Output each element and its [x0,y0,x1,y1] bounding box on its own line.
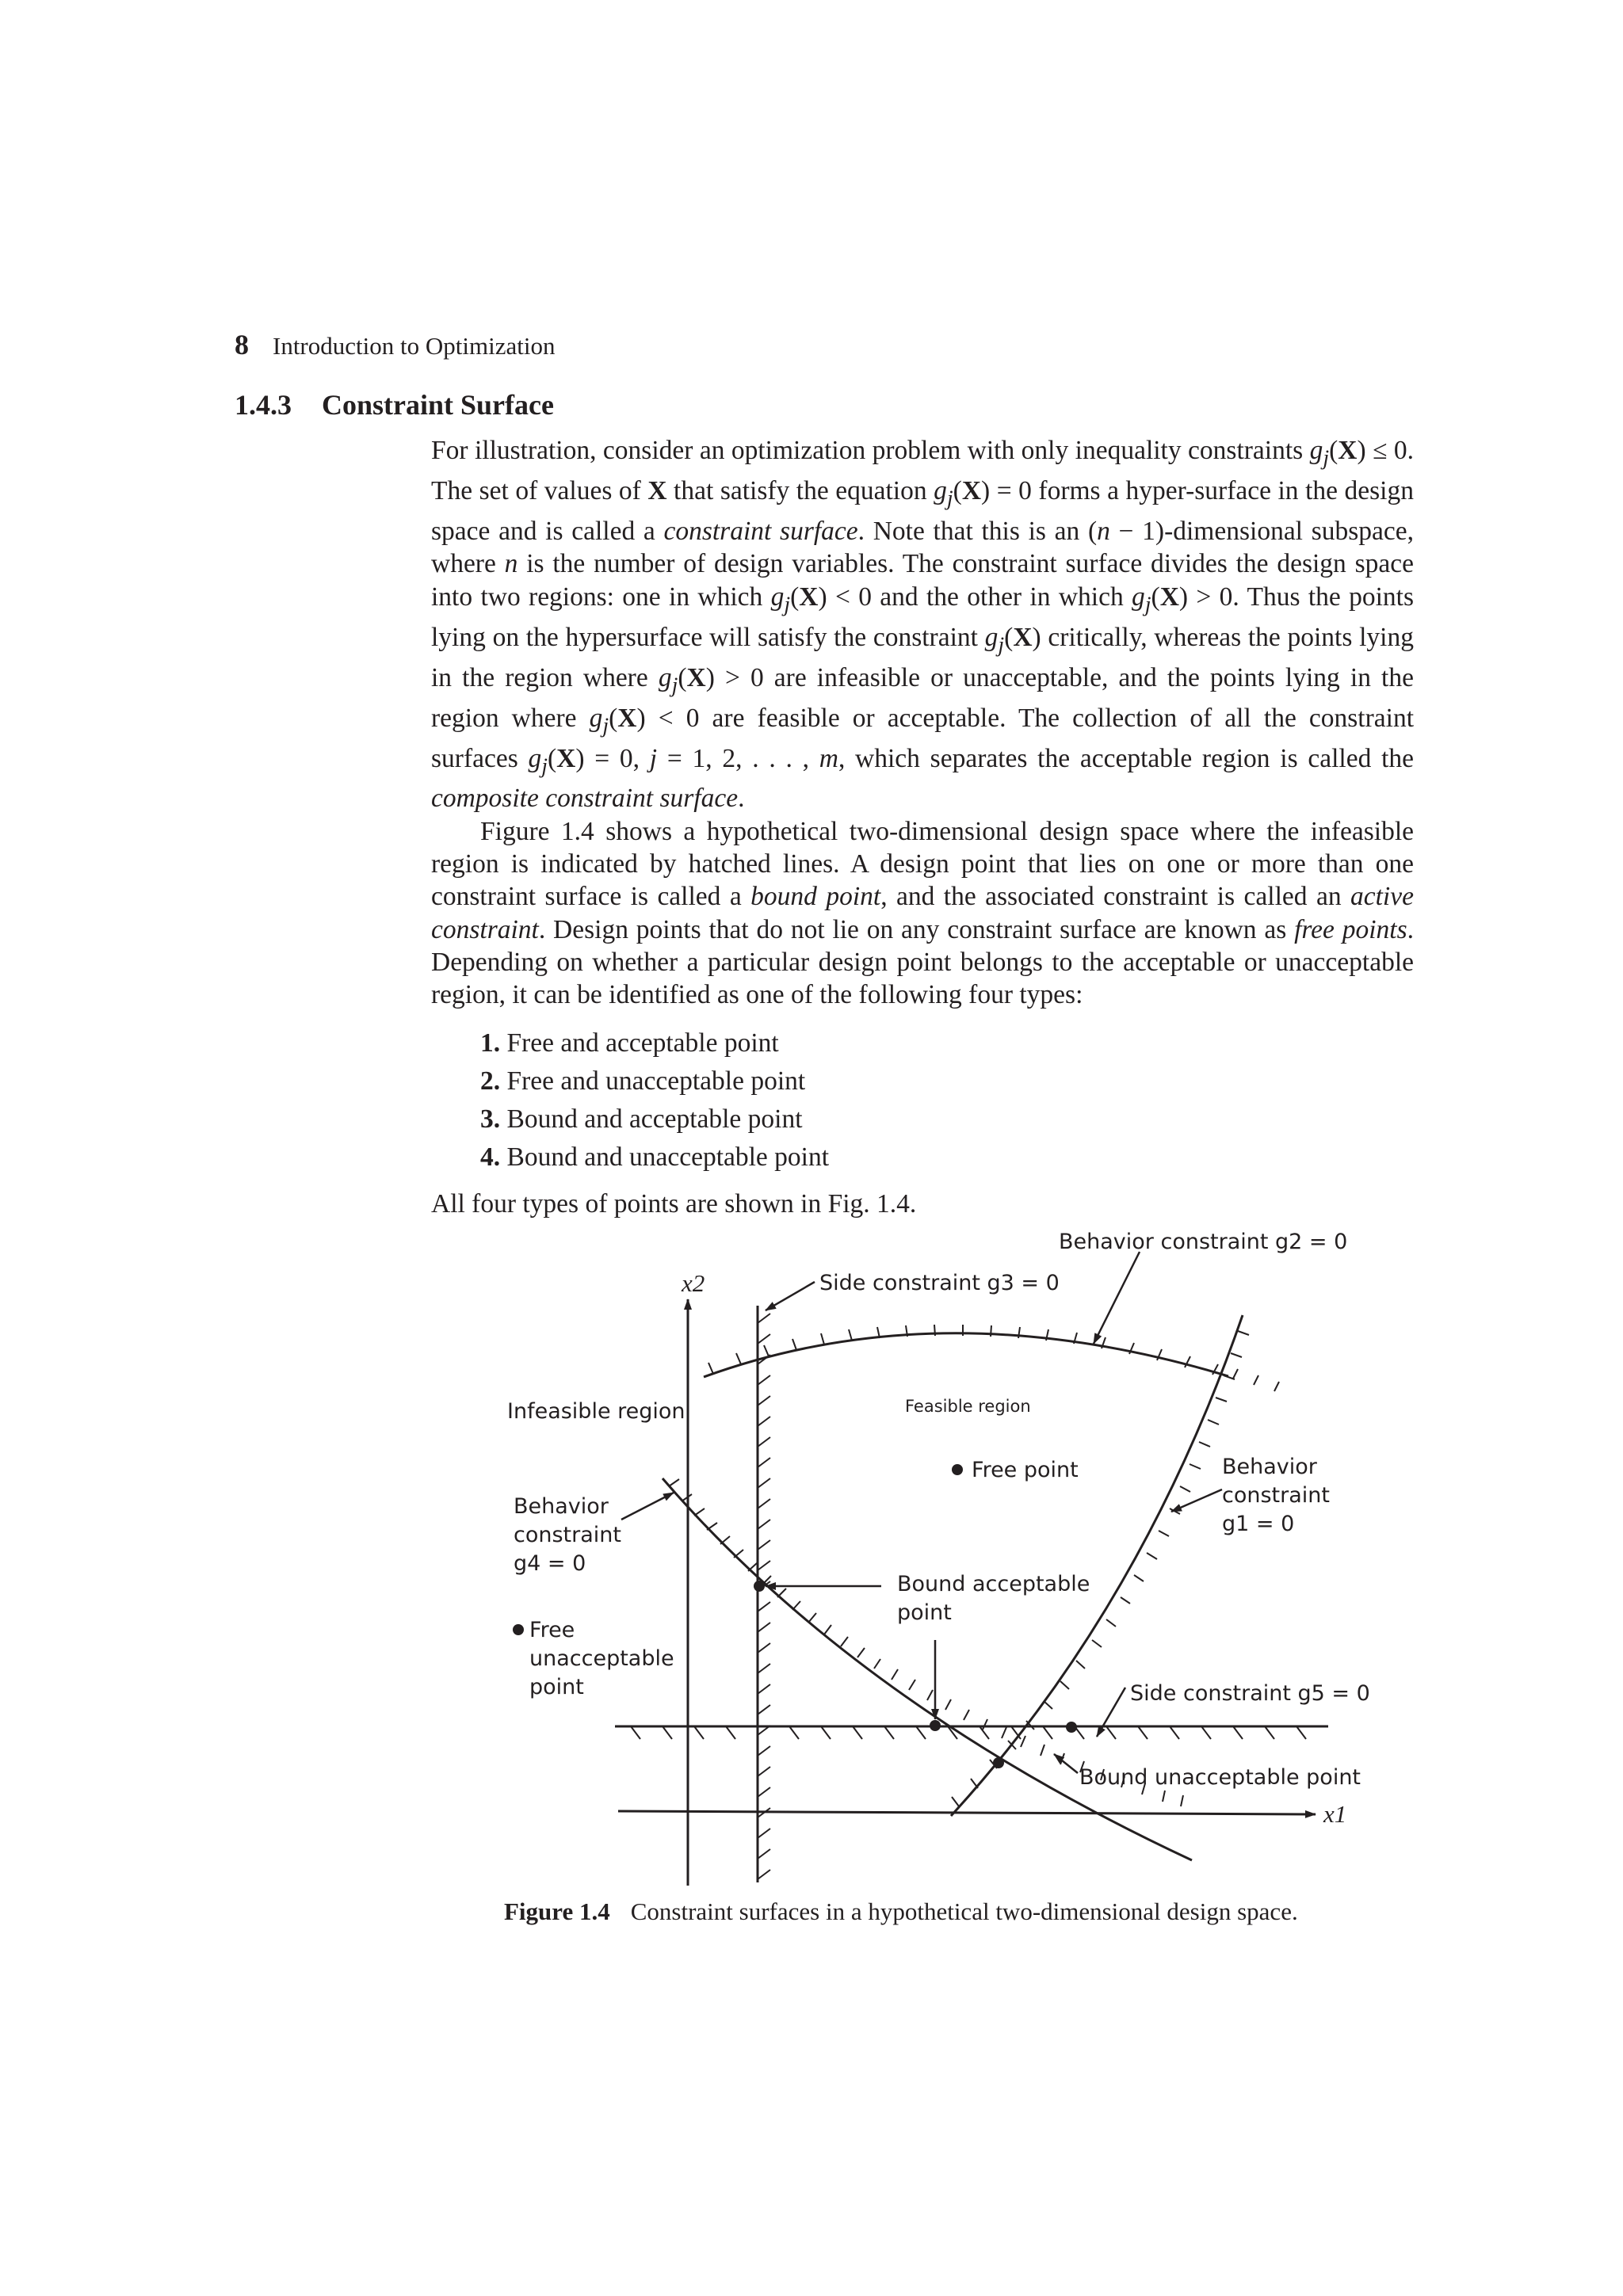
x2-axis-label: x2 [682,1269,705,1297]
running-title: Introduction to Optimization [273,332,556,360]
free-point-dot [952,1464,963,1475]
closing-sentence: All four types of points are shown in Fig. 1.4. [431,1188,917,1219]
point-types-list [431,1024,1414,1177]
caption-text: Constraint surfaces in a hypothetical two-dimensional design space. [630,1897,1298,1925]
behavior-constraint-g1-curve [951,1315,1243,1816]
bound-acceptable-point-g3-g4 [754,1581,765,1592]
leader-g2 [1094,1252,1140,1344]
side-g5-label: Side constraint g5 = 0 [1130,1681,1370,1706]
x1-axis-line [618,1811,1316,1814]
hatch-g4 [669,1479,1183,1806]
body-text [431,434,1414,1220]
behavior-g4-label-3: g4 = 0 [514,1551,586,1576]
bound-unacceptable-point [1066,1722,1077,1733]
free-unacceptable-label-3: point [529,1675,584,1699]
leader-g4 [621,1493,674,1520]
behavior-g1-label-3: g1 = 0 [1222,1512,1295,1536]
side-g3-label: Side constraint g3 = 0 [819,1271,1060,1295]
section-heading [235,388,554,421]
bound-acceptable-label-1: Bound acceptable [897,1572,1090,1596]
behavior-g1-label-2: constraint [1222,1483,1330,1508]
free-unacceptable-point-dot [513,1624,524,1635]
behavior-g4-label-2: constraint [514,1523,621,1547]
page-number: 8 [235,329,249,360]
list-item: 3. Bound and acceptable point [480,1104,803,1134]
caption-number: Figure 1.4 [504,1897,610,1925]
free-unacceptable-label-2: unacceptable [529,1646,674,1671]
section-title: Constraint Surface [322,389,554,421]
paragraph-1: For illustration, consider an optimization problem with only inequality constraints $g_j(X) \le 0$. The set of values of X that satisfy the equation $g_j(X) = 0$ forms a hyper-surface in the design space and is called a constraint surface. Note that this is an (n − 1)-dimensional subspace, where n is the number of design variables. The constraint surface divides the design space into two regions: one in which $g_j(X) < 0$ and the other in which $g_j(X) > 0$. Thus the points lying on the hypersurface will satisfy the constraint $g_j(X)$ critically, whereas the points lying in the region where $g_j(X) > 0$ are infeasible or unacceptable, and the points lying in the region where $g_j(X) < 0$ are feasible or acceptable. The collection of all the constraint surfaces $g_j(X) = 0$, j = 1, 2, . . . , m, which separates the acceptable region is called the composite constraint surface. [431,436,1415,814]
hatch-g3 [758,1314,770,1879]
leader-bound-unacceptable [1054,1754,1078,1773]
behavior-g2-label: Behavior constraint g2 = 0 [1059,1230,1348,1254]
x1-axis-label: x1 [1323,1800,1347,1828]
figure-1-4 [0,1188,1623,1917]
section-number: 1.4.3 [235,389,292,421]
leader-g3 [766,1282,815,1310]
list-item: 1. Free and acceptable point [480,1028,779,1058]
behavior-constraint-g4-curve [663,1478,1192,1860]
list-item: 2. Free and unacceptable point [480,1066,806,1096]
infeasible-region-label: Infeasible region [507,1399,685,1424]
bound-acceptable-point-g4-g5 [930,1720,941,1731]
running-head [235,328,555,361]
feasible-region-label: Feasible region [905,1397,1031,1416]
behavior-g4-label-1: Behavior [514,1494,609,1519]
figure-caption [504,1897,1298,1926]
leader-g5 [1097,1688,1125,1737]
bound-unacceptable-label: Bound unacceptable point [1079,1765,1361,1790]
behavior-g1-label-1: Behavior [1222,1455,1317,1479]
constraint-surface-diagram [0,1188,1623,1917]
intersection-point-g1-g4 [993,1757,1004,1768]
paragraph-2: Figure 1.4 shows a hypothetical two-dimensional design space where the infeasible region is indicated by hatched lines. A design point that lies on one or more than one constraint surface is called a bound point, and the associated constraint is called an active constraint. Design points that do not lie on any constraint surface are known as free points. Depending on whether a particular design point belongs to the acceptable or unacceptable region, it can be identified as one of the following four types: [431,816,1414,1010]
list-item: 4. Bound and unacceptable point [480,1142,830,1172]
free-unacceptable-label-1: Free [529,1618,575,1642]
leader-g1 [1171,1489,1222,1512]
behavior-constraint-g2-curve [704,1333,1228,1377]
bound-acceptable-label-2: point [897,1600,952,1625]
free-point-label: Free point [972,1458,1079,1482]
